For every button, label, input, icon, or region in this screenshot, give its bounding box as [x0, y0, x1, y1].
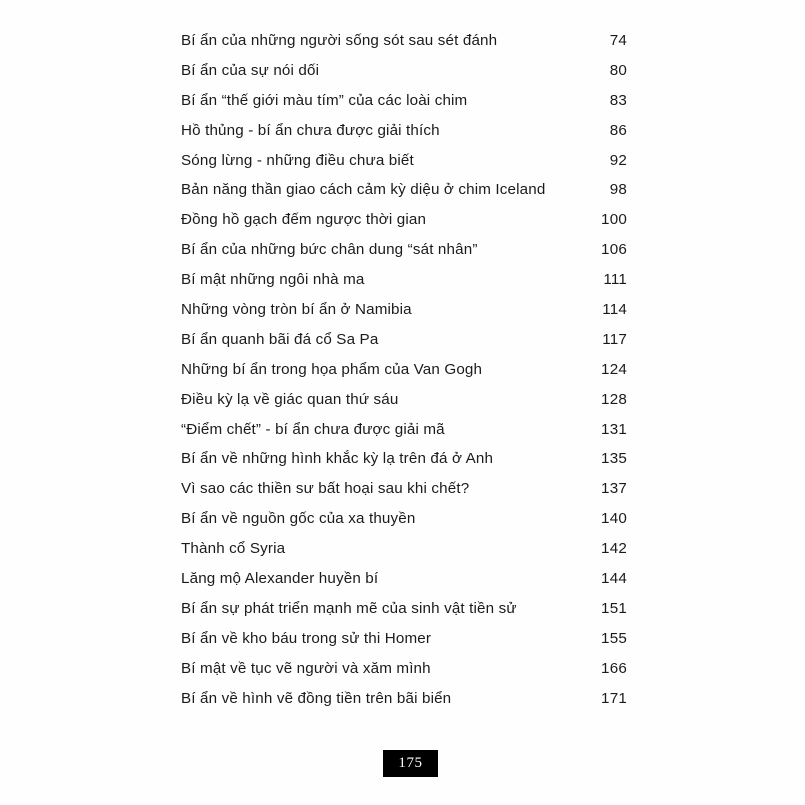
toc-entry-title: Bí ẩn quanh bãi đá cổ Sa Pa	[181, 330, 379, 348]
toc-entry-title: Sóng lừng - những điều chưa biết	[181, 151, 414, 169]
toc-entry-title: Bí ẩn về nguồn gốc của xa thuyền	[181, 510, 416, 528]
toc-entry-title: Bí ẩn về hình vẽ đồng tiền trên bãi biển	[181, 689, 452, 707]
page-number-value: 175	[398, 755, 423, 771]
toc-entry[interactable]	[181, 295, 627, 325]
toc-entry-page-number: 80	[609, 61, 627, 79]
toc-entry-title: Bí ẩn của những người sống sót sau sét đánh	[181, 32, 498, 49]
toc-entry-page-number: 128	[601, 390, 627, 408]
toc-entry[interactable]	[181, 385, 627, 415]
toc-entry-title: Những vòng tròn bí ẩn ở Namibia	[181, 301, 412, 319]
toc-entry-title: Bí mật về tục vẽ người và xăm mình	[181, 659, 431, 677]
toc-entry[interactable]	[181, 325, 627, 355]
toc-entry-title: Thành cổ Syria	[181, 540, 286, 558]
toc-entry[interactable]	[181, 205, 627, 235]
toc-entry[interactable]	[181, 474, 627, 504]
toc-entry-title: Bí ẩn của sự nói dối	[181, 61, 320, 79]
toc-entry-page-number: 142	[601, 540, 627, 558]
toc-entry-page-number: 140	[601, 510, 627, 528]
toc-entry-page-number: 86	[609, 121, 627, 139]
toc-entry-title: Điều kỳ lạ về giác quan thứ sáu	[181, 390, 399, 408]
toc-entry-page-number: 151	[601, 599, 627, 617]
toc-entry[interactable]	[181, 265, 627, 295]
toc-entry-page-number: 166	[601, 659, 627, 677]
toc-entry[interactable]	[181, 355, 627, 385]
toc-entry-page-number: 98	[609, 181, 627, 199]
toc-entry[interactable]	[181, 415, 627, 445]
toc-entry-page-number: 106	[601, 241, 627, 259]
toc-entry-page-number: 144	[601, 570, 627, 588]
toc-entry[interactable]	[181, 624, 627, 654]
toc-entry-title: Bí ẩn sự phát triển mạnh mẽ của sinh vật tiền sử	[181, 599, 517, 617]
toc-entry-title: Bản năng thần giao cách cảm kỳ diệu ở chim Iceland	[181, 181, 546, 199]
toc-entry-page-number: 135	[601, 450, 627, 468]
table-of-contents-list	[181, 26, 627, 713]
toc-entry-title: Vì sao các thiền sư bất hoại sau khi chết?	[181, 480, 470, 498]
toc-entry-page-number: 74	[609, 32, 627, 49]
toc-entry-title: Bí mật những ngôi nhà ma	[181, 271, 365, 289]
toc-entry[interactable]	[181, 504, 627, 534]
toc-entry-page-number: 124	[601, 360, 627, 378]
toc-entry[interactable]	[181, 175, 627, 205]
toc-entry[interactable]	[181, 564, 627, 594]
toc-entry-title: Bí ẩn về những hình khắc kỳ lạ trên đá ở Anh	[181, 450, 494, 468]
toc-entry-page-number: 100	[601, 211, 627, 229]
page-number-badge	[383, 750, 438, 777]
toc-entry-title: Bí ẩn của những bức chân dung “sát nhân”	[181, 241, 478, 259]
toc-entry-page-number: 155	[601, 629, 627, 647]
toc-entry[interactable]	[181, 654, 627, 684]
toc-entry[interactable]	[181, 56, 627, 86]
toc-entry[interactable]	[181, 534, 627, 564]
toc-entry-page-number: 83	[609, 91, 627, 109]
toc-entry-title: Hồ thủng - bí ẩn chưa được giải thích	[181, 121, 440, 139]
toc-entry[interactable]	[181, 146, 627, 176]
toc-entry-title: Bí ẩn “thế giới màu tím” của các loài chim	[181, 91, 468, 109]
toc-entry-title: Những bí ẩn trong họa phẩm của Van Gogh	[181, 360, 483, 378]
toc-entry-page-number: 137	[601, 480, 627, 498]
toc-entry-page-number: 171	[601, 689, 627, 707]
toc-entry-page-number: 111	[603, 271, 627, 289]
toc-entry-title: Bí ẩn về kho báu trong sử thi Homer	[181, 629, 432, 647]
toc-entry[interactable]	[181, 116, 627, 146]
toc-entry[interactable]	[181, 594, 627, 624]
toc-entry-page-number: 117	[602, 330, 627, 348]
toc-entry[interactable]	[181, 26, 627, 56]
toc-entry-title: Lăng mộ Alexander huyền bí	[181, 570, 379, 588]
toc-entry-title: Đồng hồ gạch đếm ngược thời gian	[181, 211, 427, 229]
toc-entry[interactable]	[181, 444, 627, 474]
toc-entry-page-number: 131	[601, 420, 627, 438]
toc-entry-title: “Điểm chết” - bí ẩn chưa được giải mã	[181, 420, 445, 438]
toc-entry[interactable]	[181, 235, 627, 265]
toc-entry[interactable]	[181, 684, 627, 714]
toc-entry[interactable]	[181, 86, 627, 116]
toc-entry-page-number: 92	[609, 151, 627, 169]
toc-entry-page-number: 114	[602, 301, 627, 319]
